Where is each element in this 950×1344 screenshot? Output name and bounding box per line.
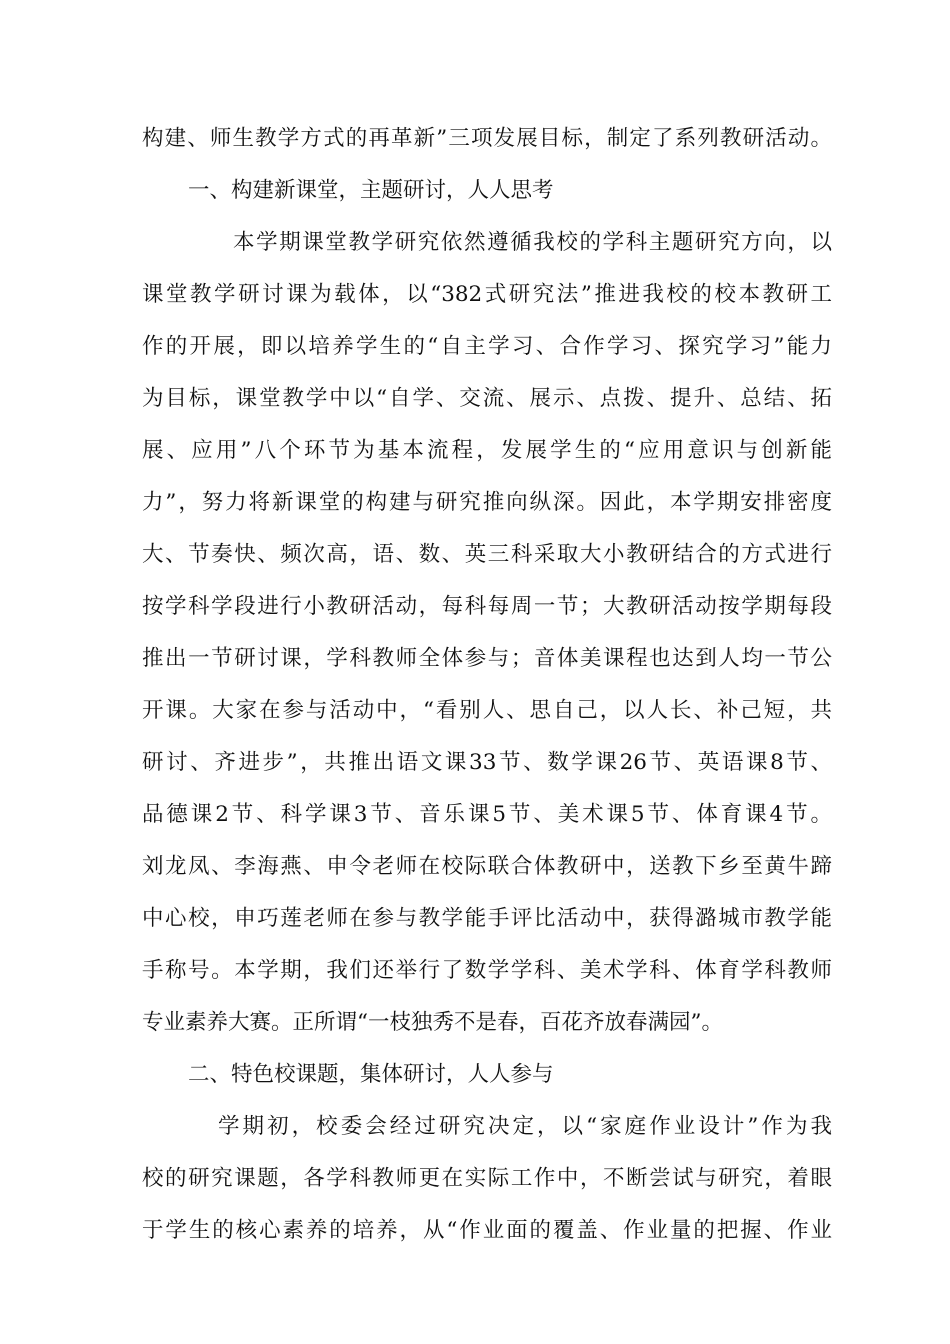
paragraph-line: 学期初，校委会经过研究决定，以“家庭作业设计”作为我 xyxy=(218,1114,832,1139)
paragraph-line: 中心校，申巧莲老师在参与教学能手评比活动中，获得潞城市教学能 xyxy=(142,906,832,931)
paragraph-line: 作的开展，即以培养学生的“自主学习、合作学习、探究学习”能力 xyxy=(142,334,832,359)
paragraph-line: 手称号。本学期，我们还举行了数学学科、美术学科、体育学科教师 xyxy=(142,958,832,983)
section-heading-1: 一、构建新课堂，主题研讨，人人思考 xyxy=(188,178,554,203)
paragraph-line: 刘龙凤、李海燕、申令老师在校际联合体教研中，送教下乡至黄牛蹄 xyxy=(142,854,832,879)
paragraph-line: 课堂教学研讨课为载体，以“382式研究法”推进我校的校本教研工 xyxy=(142,282,832,307)
paragraph-line: 于学生的核心素养的培养，从“作业面的覆盖、作业量的把握、作业 xyxy=(142,1218,832,1243)
section-heading-2: 二、特色校课题，集体研讨，人人参与 xyxy=(188,1062,554,1087)
paragraph-line: 构建、师生教学方式的再革新”三项发展目标，制定了系列教研活动。 xyxy=(142,126,832,151)
paragraph-line: 展、应用”八个环节为基本流程，发展学生的“应用意识与创新能 xyxy=(142,438,832,463)
paragraph-line: 大、节奏快、频次高，语、数、英三科采取大小教研结合的方式进行 xyxy=(142,542,832,567)
paragraph-line: 按学科学段进行小教研活动，每科每周一节；大教研活动按学期每段 xyxy=(142,594,832,619)
paragraph-line: 品德课2节、科学课3节、音乐课5节、美术课5节、体育课4节。 xyxy=(142,802,832,827)
paragraph-line: 为目标，课堂教学中以“自学、交流、展示、点拨、提升、总结、拓 xyxy=(142,386,832,411)
paragraph-line: 推出一节研讨课，学科教师全体参与；音体美课程也达到人均一节公 xyxy=(142,646,832,671)
paragraph-line: 专业素养大赛。正所谓“一枝独秀不是春，百花齐放春满园”。 xyxy=(142,1010,723,1035)
paragraph-line: 本学期课堂教学研究依然遵循我校的学科主题研究方向，以 xyxy=(233,230,832,255)
paragraph-line: 校的研究课题，各学科教师更在实际工作中，不断尝试与研究，着眼 xyxy=(142,1166,832,1191)
paragraph-line: 研讨、齐进步”，共推出语文课33节、数学课26节、英语课8节、 xyxy=(142,750,832,775)
paragraph-line: 力”，努力将新课堂的构建与研究推向纵深。因此，本学期安排密度 xyxy=(142,490,832,515)
paragraph-line: 开课。大家在参与活动中，“看别人、思自己，以人长、补己短，共 xyxy=(142,698,832,723)
